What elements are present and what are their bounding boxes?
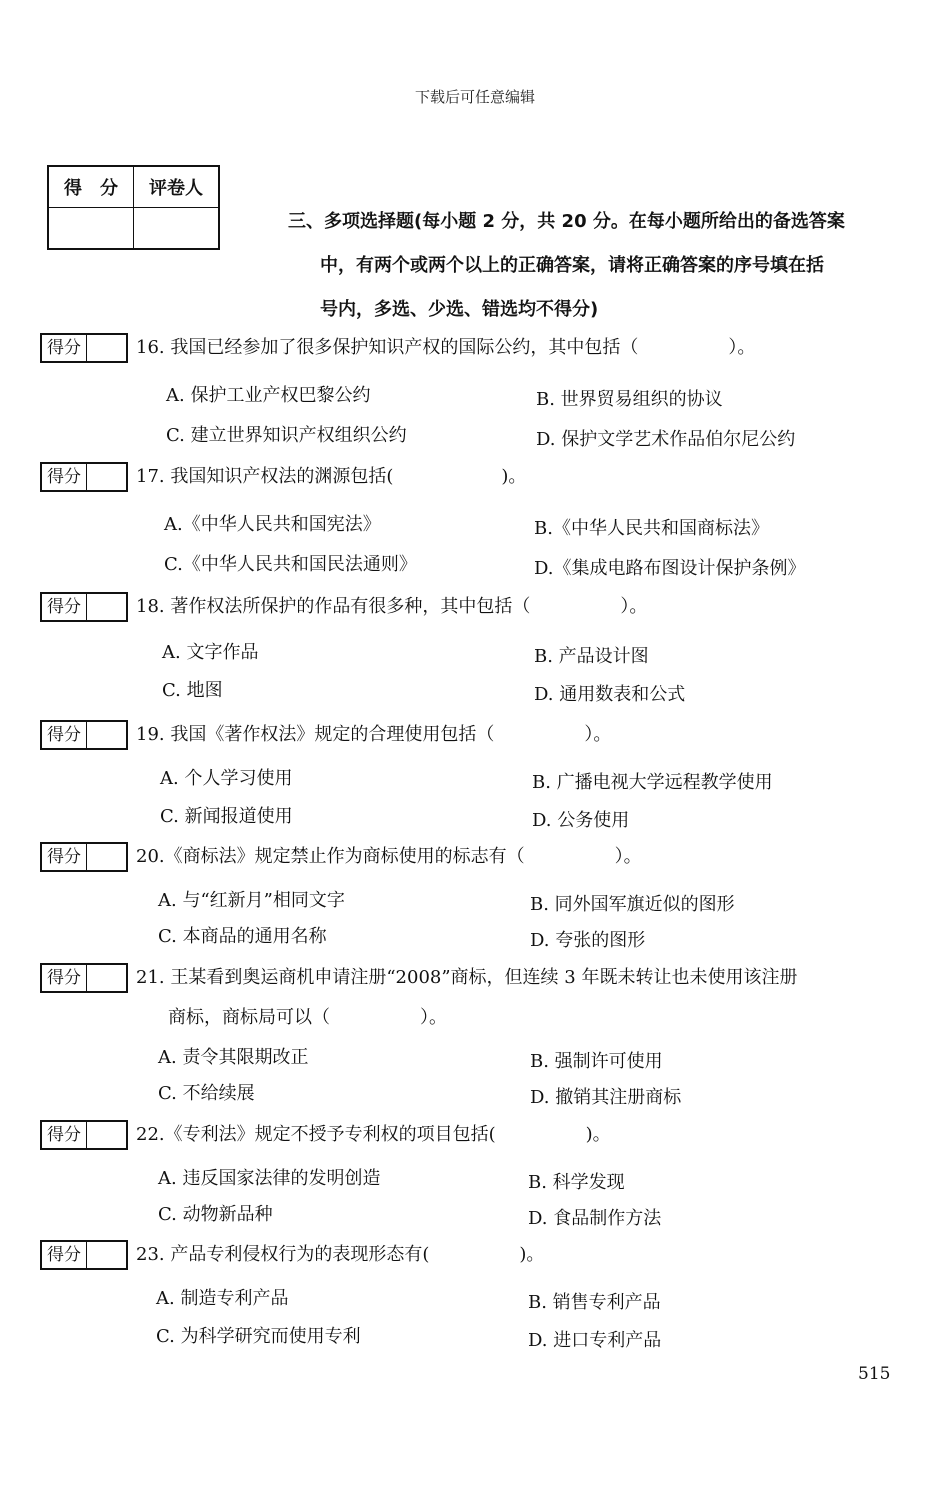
section-instructions bbox=[288, 200, 928, 332]
score-box bbox=[40, 1120, 128, 1150]
score-header: 得 分 bbox=[48, 166, 134, 208]
option-a: A. 个人学习使用 bbox=[160, 768, 293, 789]
score-box-label: 得分 bbox=[42, 594, 87, 620]
score-box-label: 得分 bbox=[42, 1122, 87, 1148]
option-b: B. 同外国军旗近似的图形 bbox=[530, 894, 735, 915]
option-c: C. 地图 bbox=[162, 680, 223, 701]
score-box-label: 得分 bbox=[42, 1242, 87, 1268]
score-box-label: 得分 bbox=[42, 844, 87, 870]
option-d: D. 保护文学艺术作品伯尔尼公约 bbox=[536, 429, 796, 450]
option-a: A. 与“红新月”相同文字 bbox=[158, 890, 345, 911]
score-box bbox=[40, 963, 128, 993]
score-cell bbox=[48, 208, 134, 250]
question-stem: 16. 我国已经参加了很多保护知识产权的国际公约，其中包括（ ）。 bbox=[136, 337, 756, 358]
option-a: A.《中华人民共和国宪法》 bbox=[164, 514, 381, 535]
option-a: A. 责令其限期改正 bbox=[158, 1047, 309, 1068]
option-a: A. 文字作品 bbox=[162, 642, 259, 663]
question-stem-continued: 商标，商标局可以（ ）。 bbox=[168, 1007, 447, 1028]
question-stem: 21. 王某看到奥运商机申请注册“2008”商标，但连续 3 年既未转让也未使用该注册 bbox=[136, 967, 798, 988]
option-d: D. 食品制作方法 bbox=[528, 1208, 662, 1229]
option-a: A. 保护工业产权巴黎公约 bbox=[166, 385, 371, 406]
option-a: A. 制造专利产品 bbox=[156, 1288, 289, 1309]
option-b: B. 销售专利产品 bbox=[528, 1292, 661, 1313]
option-c: C. 为科学研究而使用专利 bbox=[156, 1326, 361, 1347]
option-c: C.《中华人民共和国民法通则》 bbox=[164, 554, 417, 575]
score-box bbox=[40, 592, 128, 622]
grader-table bbox=[47, 165, 220, 250]
question-stem: 17. 我国知识产权法的渊源包括( )。 bbox=[136, 466, 527, 487]
option-b: B.《中华人民共和国商标法》 bbox=[534, 518, 769, 539]
score-box-label: 得分 bbox=[42, 464, 87, 490]
option-b: B. 科学发现 bbox=[528, 1172, 625, 1193]
option-b: B. 广播电视大学远程教学使用 bbox=[532, 772, 773, 793]
score-box bbox=[40, 720, 128, 750]
option-c: C. 建立世界知识产权组织公约 bbox=[166, 425, 407, 446]
option-d: D.《集成电路布图设计保护条例》 bbox=[534, 558, 806, 579]
question-stem: 20.《商标法》规定禁止作为商标使用的标志有（ ）。 bbox=[136, 846, 642, 867]
option-c: C. 新闻报道使用 bbox=[160, 806, 293, 827]
question-stem: 19. 我国《著作权法》规定的合理使用包括（ ）。 bbox=[136, 724, 612, 745]
option-d: D. 公务使用 bbox=[532, 810, 630, 831]
header-note: 下载后可任意编辑 bbox=[414, 88, 535, 106]
page-number: 515 bbox=[858, 1364, 891, 1384]
option-d: D. 进口专利产品 bbox=[528, 1330, 662, 1351]
option-d: D. 撤销其注册商标 bbox=[530, 1087, 682, 1108]
option-b: B. 强制许可使用 bbox=[530, 1051, 663, 1072]
question-stem: 23. 产品专利侵权行为的表现形态有( )。 bbox=[136, 1244, 545, 1265]
section-instructions-line-3: 号内，多选、少选、错选均不得分) bbox=[320, 299, 599, 320]
section-instructions-line-1: 三、多项选择题(每小题 2 分，共 20 分。在每小题所给出的备选答案 bbox=[288, 211, 845, 232]
score-box bbox=[40, 842, 128, 872]
option-a: A. 违反国家法律的发明创造 bbox=[158, 1168, 381, 1189]
score-box-label: 得分 bbox=[42, 335, 87, 361]
grader-header: 评卷人 bbox=[134, 166, 220, 208]
option-b: B. 产品设计图 bbox=[534, 646, 649, 667]
score-box-label: 得分 bbox=[42, 722, 87, 748]
option-c: C. 本商品的通用名称 bbox=[158, 926, 327, 947]
option-c: C. 动物新品种 bbox=[158, 1204, 273, 1225]
score-box-label: 得分 bbox=[42, 965, 87, 991]
score-box bbox=[40, 333, 128, 363]
question-stem: 22.《专利法》规定不授予专利权的项目包括( )。 bbox=[136, 1124, 611, 1145]
option-b: B. 世界贸易组织的协议 bbox=[536, 389, 723, 410]
grader-cell bbox=[134, 208, 220, 250]
section-instructions-line-2: 中，有两个或两个以上的正确答案，请将正确答案的序号填在括 bbox=[320, 255, 824, 276]
option-d: D. 通用数表和公式 bbox=[534, 684, 686, 705]
option-d: D. 夸张的图形 bbox=[530, 930, 646, 951]
question-stem: 18. 著作权法所保护的作品有很多种，其中包括（ ）。 bbox=[136, 596, 648, 617]
option-c: C. 不给续展 bbox=[158, 1083, 255, 1104]
score-box bbox=[40, 462, 128, 492]
score-box bbox=[40, 1240, 128, 1270]
